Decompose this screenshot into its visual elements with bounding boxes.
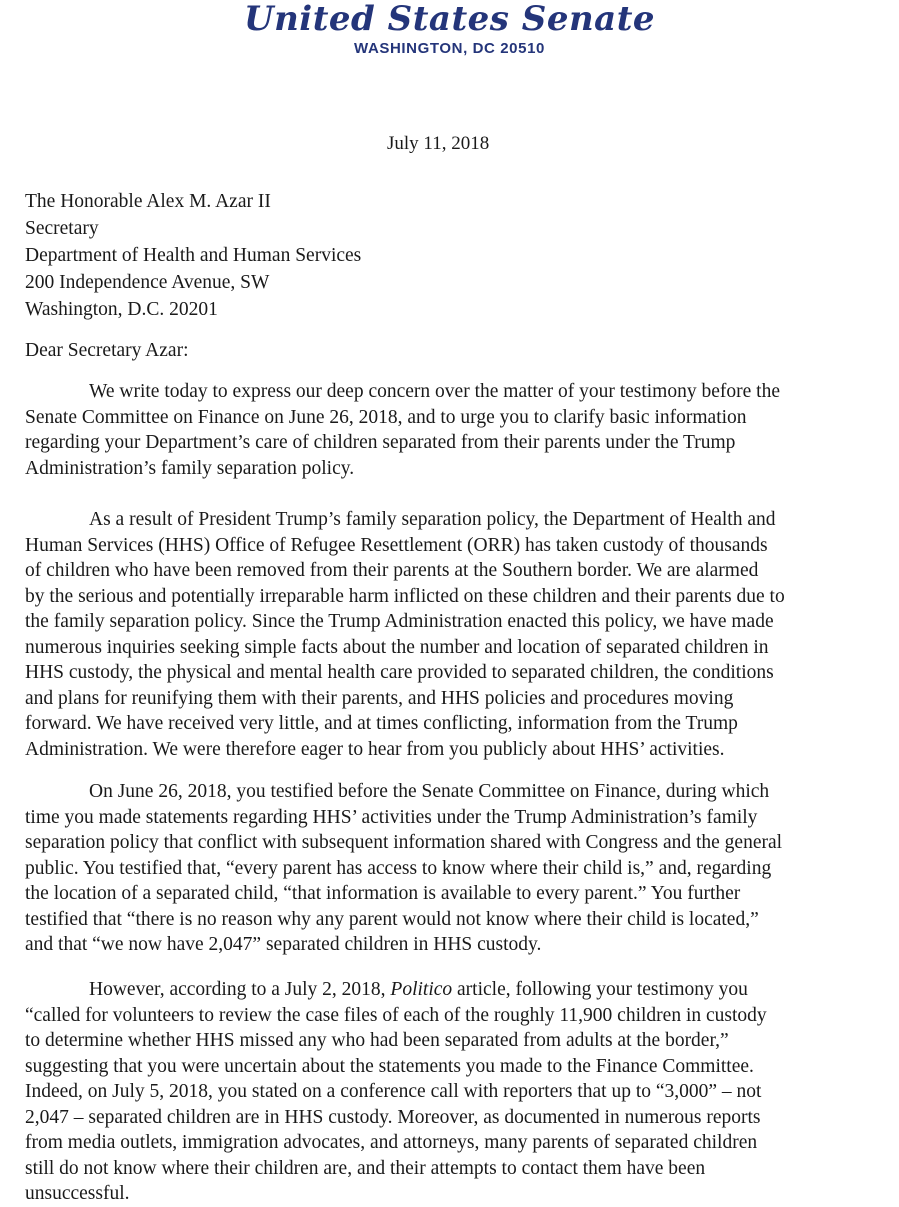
paragraph-line: As a result of President Trump’s family separation policy, the Department of Health and xyxy=(89,509,776,530)
letter-date: July 11, 2018 xyxy=(387,133,490,154)
paragraph-line: of children who have been removed from their parents at the Southern border. We are alarmed xyxy=(25,560,759,581)
paragraph-line: and that “we now have 2,047” separated children in HHS custody. xyxy=(25,934,542,955)
paragraph-3 xyxy=(25,779,855,958)
paragraph-line: the family separation policy. Since the Trump Administration enacted this policy, we have made xyxy=(25,611,774,632)
paragraph-line: by the serious and potentially irreparable harm inflicted on these children and their parents due to xyxy=(25,585,785,607)
paragraph-line: Administration. We were therefore eager to hear from you publicly about HHS’ activities. xyxy=(25,738,725,760)
paragraph-line: public. You testified that, “every parent has access to know where their child is,” and, regarding xyxy=(25,857,772,879)
paragraph-line: from media outlets, immigration advocates, and attorneys, many parents of separated children xyxy=(25,1132,758,1153)
paragraph-line: unsuccessful. xyxy=(25,1183,130,1204)
letterhead-title: United States Senate xyxy=(243,0,656,39)
paragraph-line: time you made statements regarding HHS’ activities under the Trump Administration’s family xyxy=(25,806,758,828)
paragraph-line: Indeed, on July 5, 2018, you stated on a conference call with reporters that up to “3,000” – not xyxy=(25,1081,762,1102)
paragraph-4 xyxy=(25,977,855,1207)
paragraph-line: Senate Committee on Finance on June 26, 2018, and to urge you to clarify basic information xyxy=(25,406,747,428)
paragraph-line: the location of a separated child, “that information is available to every parent.” You further xyxy=(25,883,741,904)
recipient-address-block xyxy=(25,188,361,323)
paragraph-line: “called for volunteers to review the case files of each of the roughly 11,900 children in custody xyxy=(25,1004,767,1026)
paragraph-line: regarding your Department’s care of children separated from their parents under the Trump xyxy=(25,432,736,453)
paragraph-line: separation policy that conflict with subsequent information shared with Congress and the general xyxy=(25,832,783,853)
paragraph-line: 2,047 – separated children are in HHS custody. Moreover, as documented in numerous reports xyxy=(25,1106,761,1128)
recipient-line: 200 Independence Avenue, SW xyxy=(25,272,270,293)
paragraph-text: article, following your testimony you xyxy=(452,979,748,1000)
paragraph-line: still do not know where their children are, and their attempts to contact them have been xyxy=(25,1157,706,1179)
paragraph-2 xyxy=(25,507,855,762)
recipient-line: Washington, D.C. 20201 xyxy=(25,299,218,320)
paragraph-line xyxy=(25,977,855,1003)
letterhead xyxy=(0,0,899,57)
recipient-line: The Honorable Alex M. Azar II xyxy=(25,191,271,212)
salutation: Dear Secretary Azar: xyxy=(25,340,189,361)
paragraph-line: Administration’s family separation policy. xyxy=(25,457,355,479)
paragraph-line: testified that “there is no reason why any parent would not know where their child is located,” xyxy=(25,908,759,930)
paragraph-line: suggesting that you were uncertain about the statements you made to the Finance Committee. xyxy=(25,1055,754,1077)
letterhead-address: WASHINGTON, DC 20510 xyxy=(354,40,545,57)
publication-name: Politico xyxy=(390,979,453,1000)
paragraph-line: On June 26, 2018, you testified before the Senate Committee on Finance, during which xyxy=(89,781,770,802)
paragraph-line: HHS custody, the physical and mental health care provided to separated children, the conditions xyxy=(25,662,774,683)
paragraph-line: We write today to express our deep concern over the matter of your testimony before the xyxy=(89,381,780,402)
paragraph-1 xyxy=(25,379,855,481)
paragraph-line: Human Services (HHS) Office of Refugee Resettlement (ORR) has taken custody of thousands xyxy=(25,534,768,556)
paragraph-line: forward. We have received very little, and at times conflicting, information from the Trump xyxy=(25,713,738,734)
paragraph-text: However, according to a July 2, 2018, xyxy=(89,979,391,1000)
paragraph-line: and plans for reunifying them with their parents, and HHS policies and procedures moving xyxy=(25,687,734,709)
paragraph-line: to determine whether HHS missed any who had been separated from adults at the border,” xyxy=(25,1030,729,1051)
recipient-line: Department of Health and Human Services xyxy=(25,245,362,266)
paragraph-line: numerous inquiries seeking simple facts about the number and location of separated children in xyxy=(25,636,769,658)
recipient-line: Secretary xyxy=(25,218,99,239)
